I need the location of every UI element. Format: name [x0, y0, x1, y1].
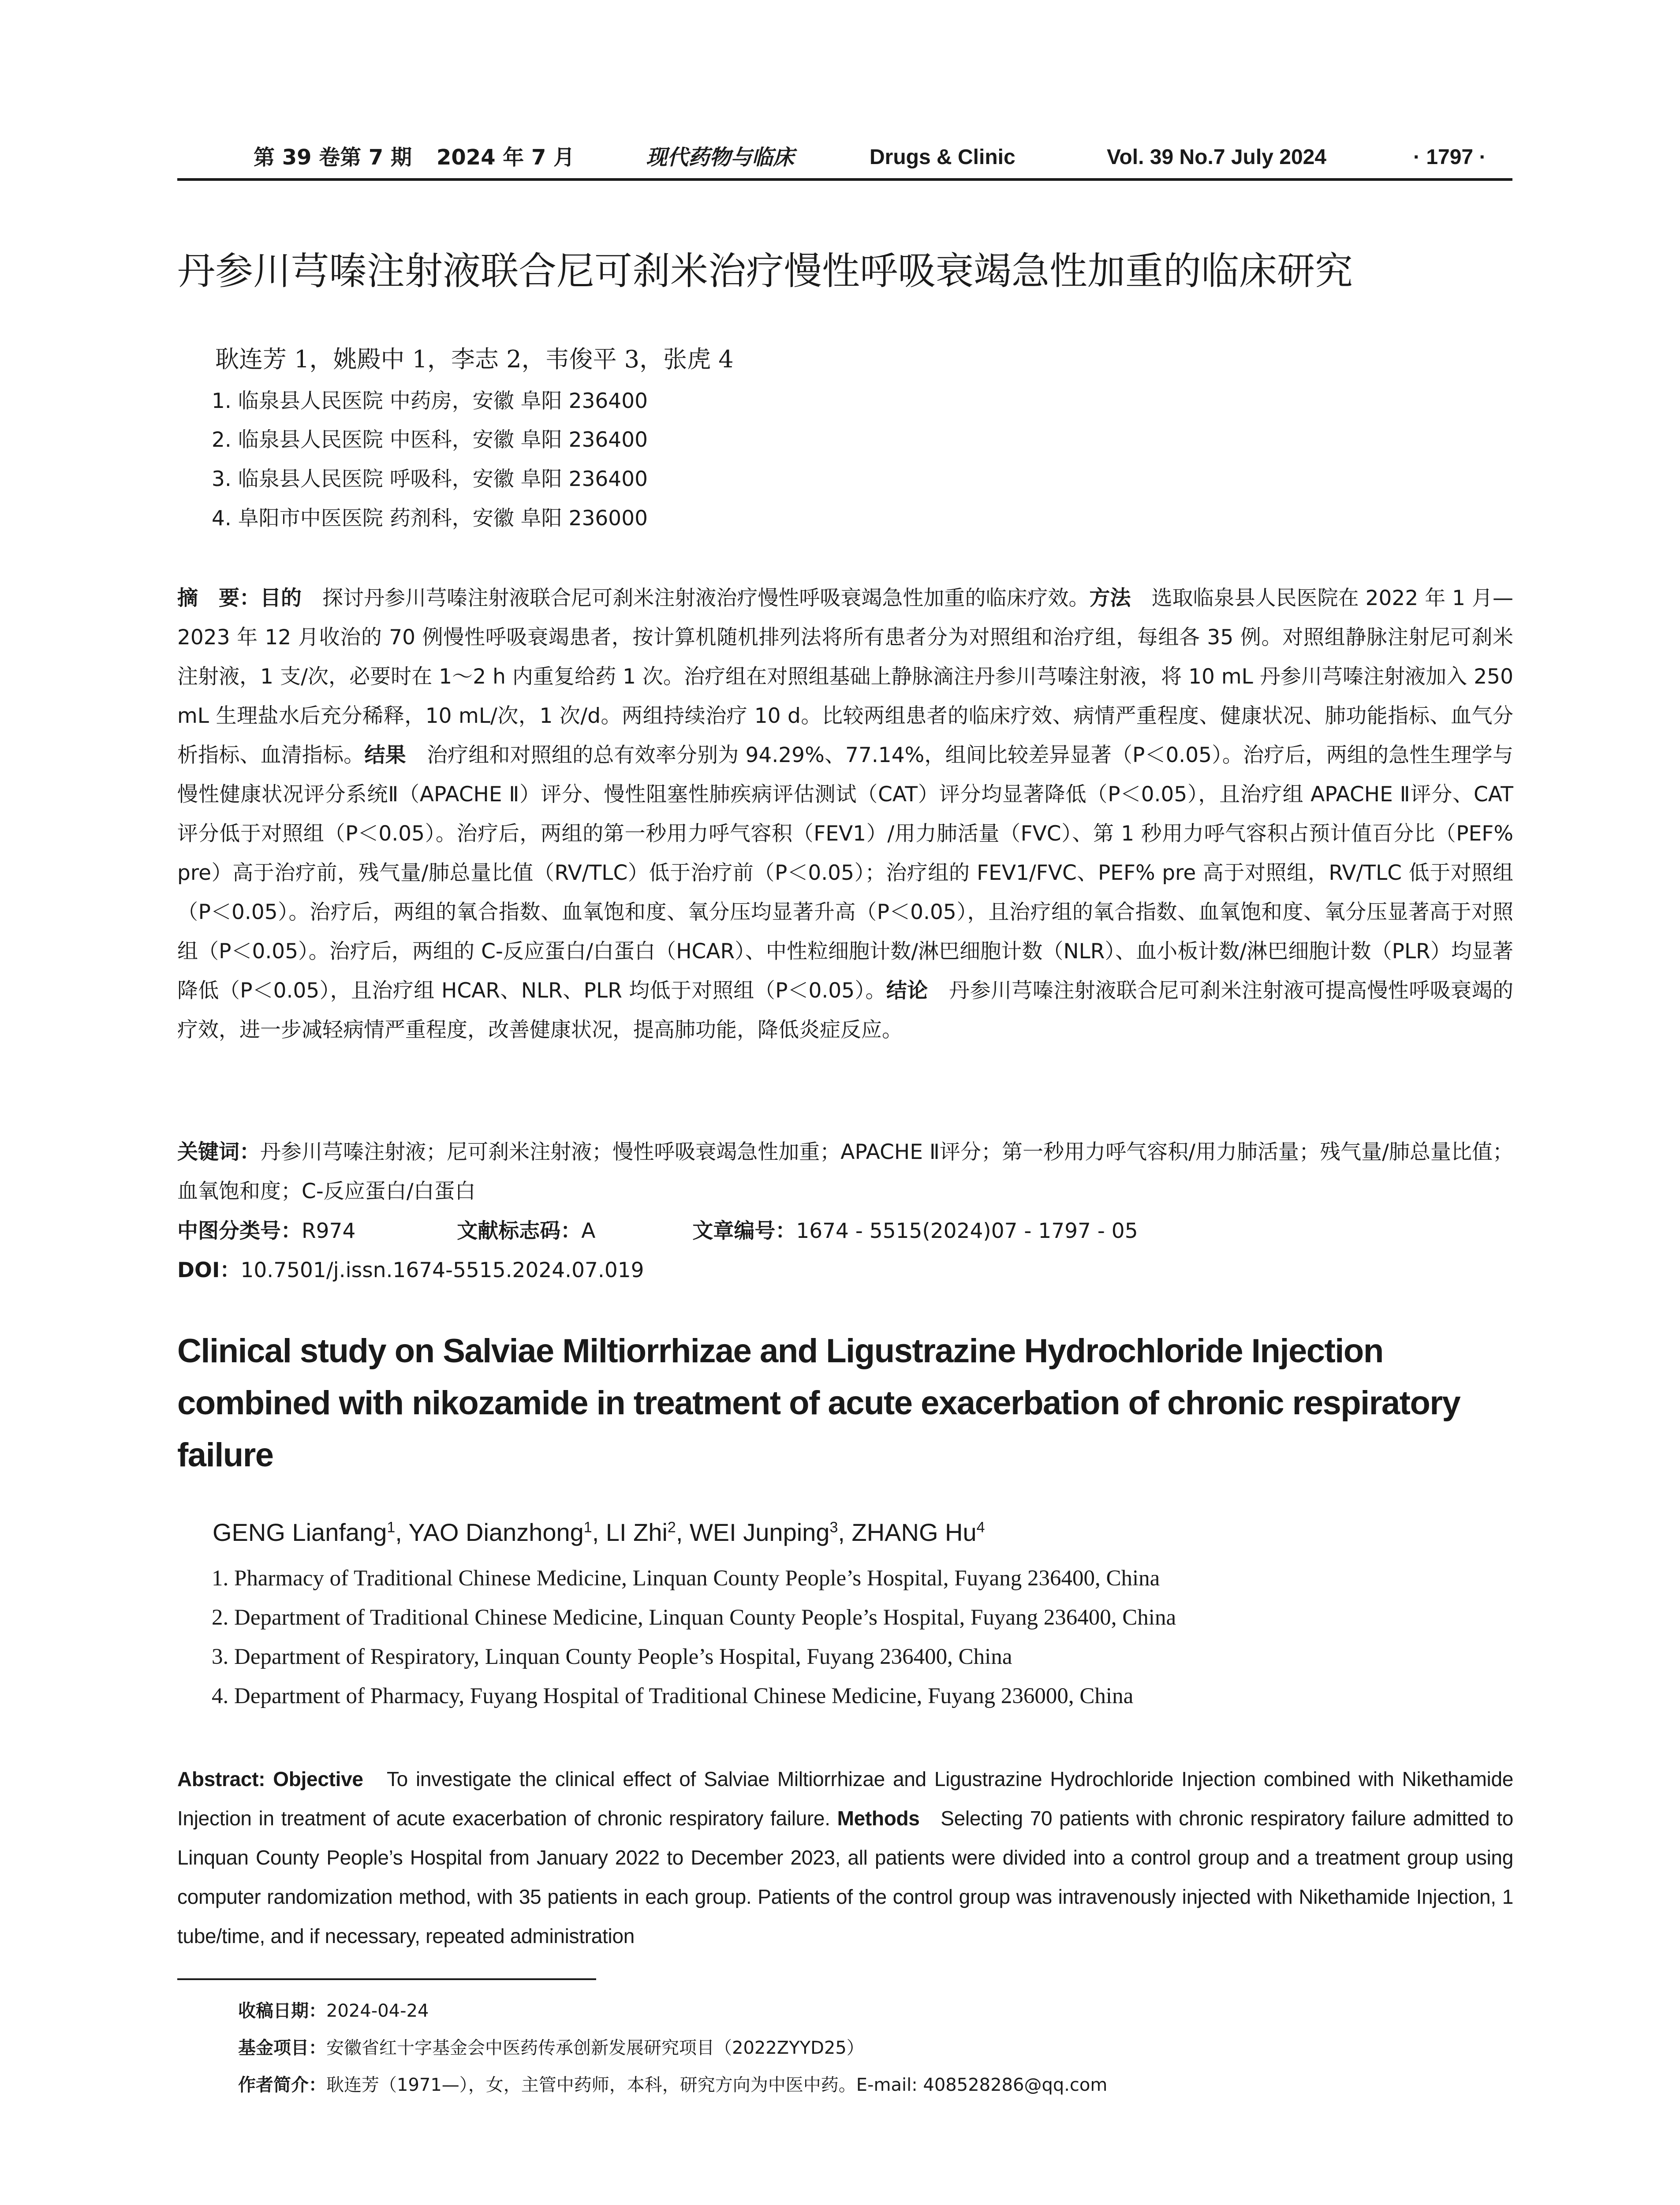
- cn-affiliation-3: 3. 临泉县人民医院 呼吸科，安徽 阜阳 236400: [212, 467, 648, 491]
- cn-keywords-text: 丹参川芎嗪注射液；尼可刹米注射液；慢性呼吸衰竭急性加重；APACHE Ⅱ评分；第一秒用力呼气容积/用力肺活量；残气量/肺总量比值；血氧饱和度；C-反应蛋白/白蛋白: [177, 1140, 1513, 1203]
- footnote-text: 2024-04-24: [326, 2001, 429, 2021]
- footnote-funding: [238, 2035, 864, 2061]
- en-affiliation-3: 3. Department of Respiratory, Linquan County People’s Hospital, Fuyang 236400, China: [212, 1644, 1012, 1669]
- cn-keywords: [177, 1132, 1513, 1211]
- article-no-label: 文章编号：: [692, 1219, 796, 1243]
- header-volume-en: Vol. 39 No.7 July 2024: [1107, 146, 1327, 169]
- cn-authors: 耿连芳 1，姚殿中 1，李志 2，韦俊平 3，张虎 4: [215, 345, 734, 373]
- cn-results-label: 结果: [364, 743, 406, 767]
- cn-objective-label: 目的: [260, 586, 302, 610]
- en-methods-text: Selecting 70 patients with chronic respiratory failure admitted to Linquan County People’s Hospital from January 2022 to December 2023, all patients were divided into a control group and a treatment group using computer randomization method, with 35 patients in each group. Patients of the control group was intravenously injected with Nikethamide Injection, 1 tube/time, and if necessary, repeated administration: [177, 1807, 1513, 1947]
- header-rule: [177, 178, 1512, 181]
- en-author-name: LI Zhi: [605, 1518, 668, 1546]
- header-journal-en: Drugs & Clinic: [870, 146, 1015, 169]
- en-title: Clinical study on Salviae Miltiorrhizae and Ligustrazine Hydrochloride Injection combined with nikozamide in treatment of acute exacerbation of chronic respiratory failure: [177, 1332, 1460, 1474]
- footnote-text: 安徽省红十字基金会中医药传承创新发展研究项目（2022ZYYD25）: [326, 2038, 864, 2058]
- en-author-sup: 2: [667, 1519, 676, 1536]
- en-affiliation-2: 2. Department of Traditional Chinese Medicine, Linquan County People’s Hospital, Fuyang 236400, China: [212, 1605, 1176, 1630]
- en-abstract-label: Abstract:: [177, 1768, 265, 1790]
- en-author-sup: 3: [829, 1519, 838, 1536]
- en-objective-text: To investigate the clinical effect of Salviae Miltiorrhizae and Ligustrazine Hydrochloride Injection combined with Nikethamide Injection in treatment of acute exacerbation of chronic respiratory failure.: [177, 1768, 1514, 1830]
- cn-conclusion-text: 丹参川芎嗪注射液联合尼可刹米注射液可提高慢性呼吸衰竭的疗效，进一步减轻病情严重程度，改善健康状况，提高肺功能，降低炎症反应。: [177, 979, 1514, 1042]
- footnote-received: [238, 1998, 429, 2024]
- doi: [177, 1251, 1513, 1290]
- en-author-name: WEI Junping: [689, 1518, 830, 1546]
- cn-keywords-label: 关键词：: [177, 1140, 261, 1164]
- en-authors: GENG Lianfang$^1$, YAO Dianzhong$^1$, LI Zhi$^2$, WEI Junping$^3$, ZHANG Hu$^4$: [213, 1518, 985, 1546]
- footnote-label: 基金项目：: [238, 2038, 326, 2058]
- doi-value[interactable]: 10.7501/j.issn.1674-5515.2024.07.019: [240, 1258, 644, 1282]
- en-author-sup: 1: [583, 1519, 592, 1536]
- footnote-label: 作者简介：: [238, 2075, 326, 2095]
- cn-abstract: [177, 579, 1513, 1050]
- cn-affiliation-1: 1. 临泉县人民医院 中药房，安徽 阜阳 236400: [212, 389, 648, 413]
- cn-abstract-label: 摘 要：: [177, 586, 261, 610]
- footnote-label: 收稿日期：: [238, 2001, 326, 2021]
- header-page-number: · 1797 ·: [1413, 146, 1486, 169]
- cn-classification: [177, 1211, 1513, 1251]
- cn-title: 丹参川芎嗪注射液联合尼可刹米治疗慢性呼吸衰竭急性加重的临床研究: [177, 249, 1353, 293]
- cn-results-text: 治疗组和对照组的总有效率分别为 94.29%、77.14%，组间比较差异显著（P＜0.05）。治疗后，两组的急性生理学与慢性健康状况评分系统Ⅱ（APACHE Ⅱ）评分、慢性阻塞性肺疾病评估测试（CAT）评分均显著降低（P＜0.05），且治疗组 APACHE Ⅱ评分、CAT 评分低于对照组（P＜0.05）。治疗后，两组的第一秒用力呼气容积（FEV1）/用力肺活量（FVC）、第 1 秒用力呼气容积占预计值百分比（PEF% pre）高于治疗前，残气量/肺总量比值（RV/TLC）低于治疗前（P＜0.05）；治疗组的 FEV1/FVC、PEF% pre 高于对照组，RV/TLC 低于对照组（P＜0.05）。治疗后，两组的氧合指数、血氧饱和度、氧分压均显著升高（P＜0.05），且治疗组的氧合指数、血氧饱和度、氧分压显著高于对照组（P＜0.05）。治疗后，两组的 C-反应蛋白/白蛋白（HCAR）、中性粒细胞计数/淋巴细胞计数（NLR）、血小板计数/淋巴细胞计数（PLR）均显著降低（P＜0.05），且治疗组 HCAR、NLR、PLR 均低于对照组（P＜0.05）。: [177, 743, 1513, 1003]
- clc-value: R974: [302, 1219, 356, 1243]
- footnote-rule: [177, 1978, 596, 1980]
- cn-conclusion-label: 结论: [886, 979, 928, 1003]
- en-affiliation-1: 1. Pharmacy of Traditional Chinese Medicine, Linquan County People’s Hospital, Fuyang 236400, China: [212, 1566, 1160, 1591]
- doc-code-label: 文献标志码：: [457, 1219, 582, 1243]
- en-affiliation-4: 4. Department of Pharmacy, Fuyang Hospital of Traditional Chinese Medicine, Fuyang 236000, China: [212, 1684, 1134, 1708]
- en-author-sup: 1: [387, 1519, 396, 1536]
- en-author-name: ZHANG Hu: [851, 1518, 977, 1546]
- en-methods-label: Methods: [837, 1807, 920, 1830]
- header-date-cn: 2024 年 7 月: [437, 145, 575, 170]
- en-author-name: YAO Dianzhong: [408, 1518, 584, 1546]
- header-journal-cn: 现代药物与临床: [646, 145, 795, 170]
- cn-methods-text: 选取临泉县人民医院在 2022 年 1 月—2023 年 12 月收治的 70 例慢性呼吸衰竭患者，按计算机随机排列法将所有患者分为对照组和治疗组，每组各 35 例。对照组静脉注射尼可刹米注射液，1 支/次，必要时在 1～2 h 内重复给药 1 次。治疗组在对照组基础上静脉滴注丹参川芎嗪注射液，将 10 mL 丹参川芎嗪注射液加入 250 mL 生理盐水后充分稀释，10 mL/次，1 次/d。两组持续治疗 10 d。比较两组患者的临床疗效、病情严重程度、健康状况、肺功能指标、血气分析指标、血清指标。: [177, 586, 1514, 767]
- en-abstract: [177, 1760, 1513, 1956]
- cn-affiliation-2: 2. 临泉县人民医院 中医科，安徽 阜阳 236400: [212, 428, 648, 452]
- cn-objective-text: 探讨丹参川芎嗪注射液联合尼可刹米注射液治疗慢性呼吸衰竭急性加重的临床疗效。: [322, 586, 1090, 610]
- doc-code-value: A: [581, 1219, 596, 1243]
- cn-affiliation-4: 4. 阜阳市中医医院 药剂科，安徽 阜阳 236000: [212, 506, 648, 531]
- footnote-author-bio: [238, 2072, 1107, 2098]
- doi-label: DOI：: [177, 1258, 241, 1282]
- en-objective-label: Objective: [273, 1768, 363, 1790]
- en-author-sup: 4: [976, 1519, 985, 1536]
- header-volume-cn: 第 39 卷第 7 期: [254, 145, 412, 170]
- en-author-name: GENG Lianfang: [213, 1518, 387, 1546]
- clc-label: 中图分类号：: [177, 1219, 302, 1243]
- footnote-text: 耿连芳（1971—），女，主管中药师，本科，研究方向为中医中药。E-mail: 408528286@qq.com: [326, 2075, 1108, 2095]
- cn-methods-label: 方法: [1089, 586, 1131, 610]
- article-no-value: 1674 - 5515(2024)07 - 1797 - 05: [796, 1219, 1138, 1243]
